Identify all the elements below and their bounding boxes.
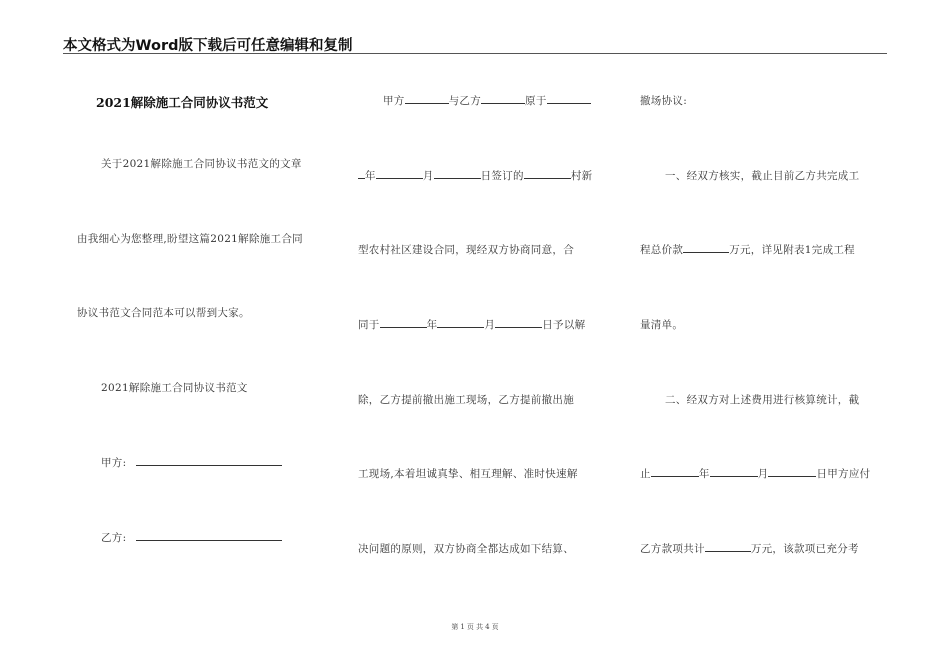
blank bbox=[705, 541, 751, 552]
blank bbox=[380, 317, 427, 328]
intro-line-3: 协议书范文合同范本可以帮到大家。 bbox=[77, 307, 250, 319]
blank bbox=[710, 466, 758, 477]
subtitle: 2021解除施工合同协议书范文 bbox=[101, 382, 248, 394]
col3-line-6: 止 年 月 日甲方应付 bbox=[640, 468, 871, 480]
col2-line-5: 除，乙方提前撤出施工现场，乙方提前撤出施 bbox=[358, 394, 574, 406]
blank bbox=[547, 93, 591, 104]
blank bbox=[437, 317, 484, 328]
blank bbox=[405, 93, 449, 104]
current-page: 1 bbox=[460, 623, 465, 631]
party-a-line bbox=[101, 455, 282, 470]
party-a-blank bbox=[136, 455, 282, 466]
col2-line-4: 同于 年 月 日予以解 bbox=[358, 319, 586, 331]
col2-line-6: 工现场,本着坦诚真挚、相互理解、准时快速解 bbox=[358, 468, 578, 480]
blank bbox=[524, 168, 571, 179]
blank bbox=[434, 168, 481, 179]
col2-line-7: 决问题的原则，双方协商全都达成如下结算、 bbox=[358, 543, 574, 555]
blank bbox=[495, 317, 542, 328]
blank bbox=[358, 168, 365, 179]
col3-line-5: 二、经双方对上述费用进行核算统计，截 bbox=[665, 394, 860, 406]
page-footer: 第 1 页 共 4 页 bbox=[451, 623, 499, 631]
col2-line-2: 年 月 日签订的 村新 bbox=[358, 168, 592, 183]
party-b-line bbox=[101, 530, 282, 545]
col3-line-3: 程总价款 万元，详见附表1完成工程 bbox=[640, 244, 855, 256]
party-a-label: 甲方: bbox=[101, 457, 127, 469]
col3-line-1: 撤场协议: bbox=[640, 95, 688, 107]
intro-line-2: 由我细心为您整理,盼望这篇2021解除施工合同 bbox=[77, 233, 303, 245]
col3-line-2: 一、经双方核实，截止目前乙方共完成工 bbox=[665, 170, 860, 182]
total-pages: 4 bbox=[485, 623, 490, 631]
col3-line-4: 量清单。 bbox=[640, 319, 684, 331]
blank bbox=[768, 466, 816, 477]
header-divider bbox=[63, 53, 887, 54]
intro-line-1: 关于2021解除施工合同协议书范文的文章 bbox=[101, 158, 302, 170]
document-header: 本文格式为Word版下载后可任意编辑和复制 bbox=[63, 38, 353, 54]
document-title: 2021解除施工合同协议书范文 bbox=[96, 95, 269, 110]
col3-line-7: 乙方款项共计 万元，该款项已充分考 bbox=[640, 543, 859, 555]
party-b-blank bbox=[136, 530, 282, 541]
blank bbox=[683, 242, 729, 253]
col2-line-1: 甲方 与乙方 原于 bbox=[383, 93, 591, 108]
col2-line-3: 型农村社区建设合同，现经双方协商同意，合 bbox=[358, 244, 574, 256]
blank bbox=[481, 93, 525, 104]
party-b-label: 乙方: bbox=[101, 532, 127, 544]
blank bbox=[651, 466, 699, 477]
blank bbox=[376, 168, 423, 179]
